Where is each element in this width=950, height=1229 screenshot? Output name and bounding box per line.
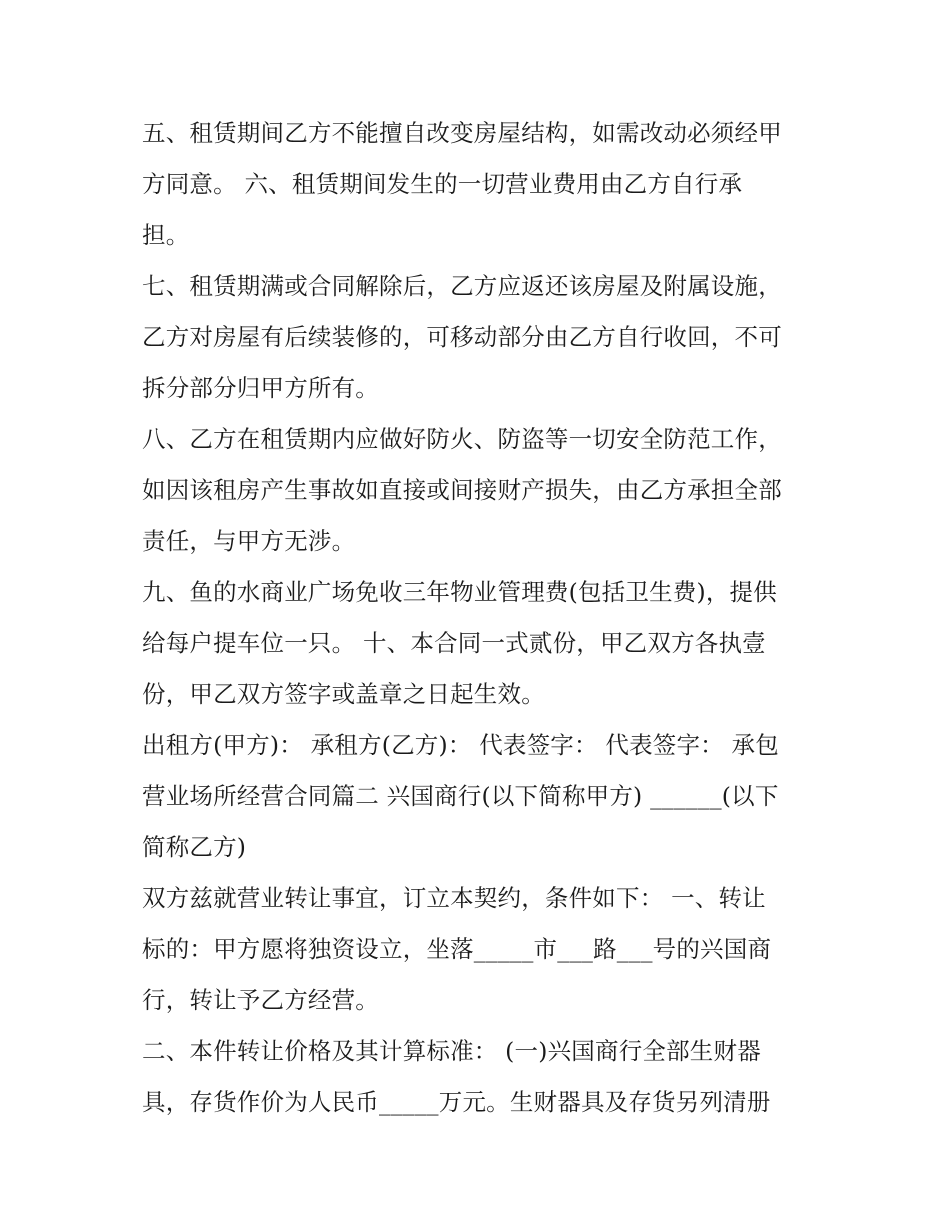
contract-text (142, 108, 822, 1128)
text-line: 方同意。 六、租赁期间发生的一切营业费用由乙方自行承 (142, 170, 743, 198)
signature-line: 出租方(甲方)： 承租方(乙方)： 代表签字： 代表签字： 承包 (142, 731, 779, 759)
text-line: 拆分部分归甲方所有。 (142, 374, 379, 402)
text-line: 八、乙方在租赁期内应做好防火、防盗等一切安全防范工作， (142, 425, 782, 453)
text-line: 营业场所经营合同篇二 兴国商行(以下简称甲方) ______(以下 (142, 782, 779, 810)
text-line: 具，存货作价为人民币_____万元。生财器具及存货另列清册 (142, 1088, 771, 1116)
text-line: 如因该租房产生事故如直接或间接财产损失，由乙方承担全部 (142, 476, 782, 504)
text-line: 简称乙方) (142, 833, 247, 861)
text-line: 给每户提车位一只。 十、本合同一式贰份，甲乙双方各执壹 (142, 629, 766, 657)
text-line: 双方兹就营业转让事宜，订立本契约，条件如下： 一、转让 (142, 884, 766, 912)
text-line: 份，甲乙双方签字或盖章之日起生效。 (142, 680, 545, 708)
text-line: 七、租赁期满或合同解除后，乙方应返还该房屋及附属设施， (142, 272, 782, 300)
text-line: 二、本件转让价格及其计算标准： (一)兴国商行全部生财器 (142, 1037, 761, 1065)
text-line: 行，转让予乙方经营。 (142, 986, 379, 1014)
text-line: 标的：甲方愿将独资设立，坐落_____市___路___号的兴国商 (142, 935, 772, 963)
text-line: 担。 (142, 221, 190, 249)
text-line: 责任，与甲方无涉。 (142, 527, 356, 555)
text-line: 九、鱼的水商业广场免收三年物业管理费(包括卫生费)，提供 (142, 578, 777, 606)
text-line: 五、租赁期间乙方不能擅自改变房屋结构，如需改动必须经甲 (142, 119, 782, 147)
text-line: 乙方对房屋有后续装修的，可移动部分由乙方自行收回，不可 (142, 323, 782, 351)
